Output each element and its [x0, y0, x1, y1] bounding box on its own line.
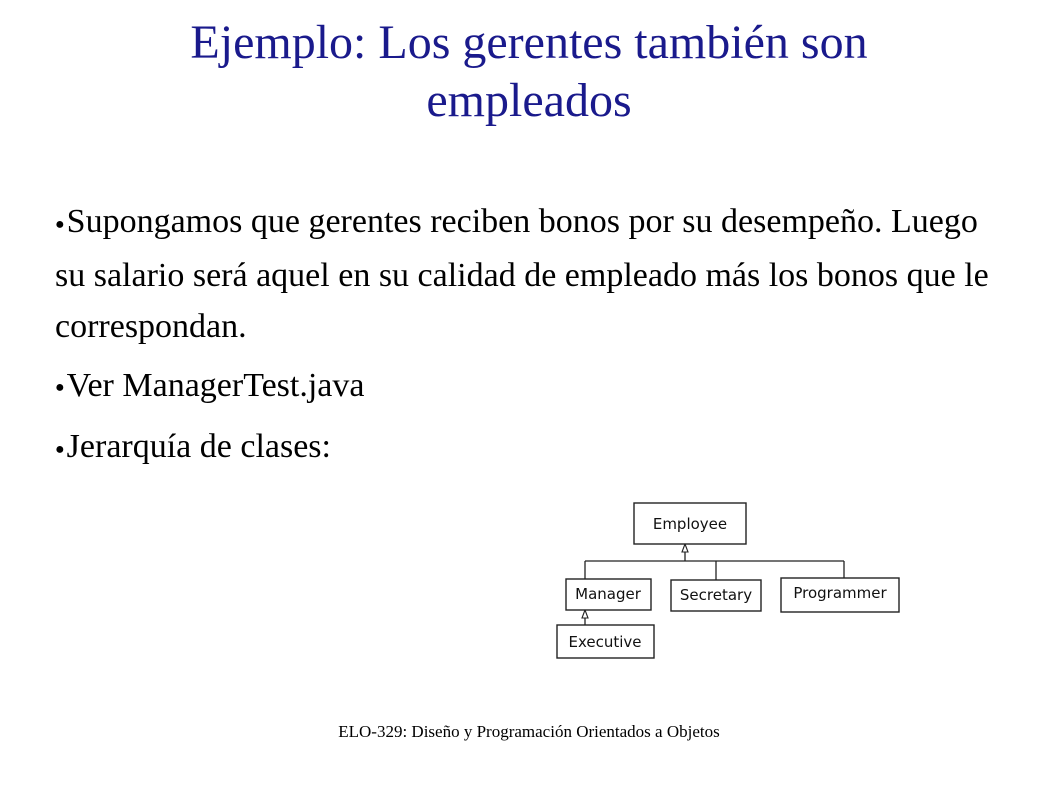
executive-class-label: Executive: [568, 633, 642, 651]
secretary-class-label: Secretary: [679, 586, 753, 604]
bullet-text: Supongamos que gerentes reciben bonos por su desempeño. Luego su salario será aquel en su calidad de empleado más los bonos que le correspondan.: [55, 203, 989, 345]
bullet-text: Ver ManagerTest.java: [66, 366, 365, 404]
manager-class-label: Manager: [575, 585, 641, 603]
slide-footer: ELO-329: Diseño y Programación Orientados a Objetos: [338, 722, 720, 741]
bullet-dot-icon: ●: [55, 215, 65, 233]
bullet-list: [55, 196, 1015, 483]
inheritance-arrow-icon: [682, 544, 688, 552]
slide-title-line-2: empleados: [426, 74, 632, 127]
programmer-class-label: Programmer: [793, 584, 887, 602]
slide-title: [40, 14, 1018, 130]
slide-title-line-1: Ejemplo: Los gerentes también son: [190, 16, 868, 69]
inheritance-arrow-icon: [582, 610, 588, 618]
class-hierarchy-diagram: [552, 500, 904, 662]
bullet-text: Jerarquía de clases:: [66, 428, 331, 466]
bullet-dot-icon: ●: [55, 441, 65, 459]
bullet-item: [55, 196, 1015, 352]
bullet-item: [55, 421, 1015, 475]
bullet-dot-icon: ●: [55, 379, 65, 397]
bullet-item: [55, 360, 1015, 414]
employee-class-label: Employee: [652, 515, 728, 533]
